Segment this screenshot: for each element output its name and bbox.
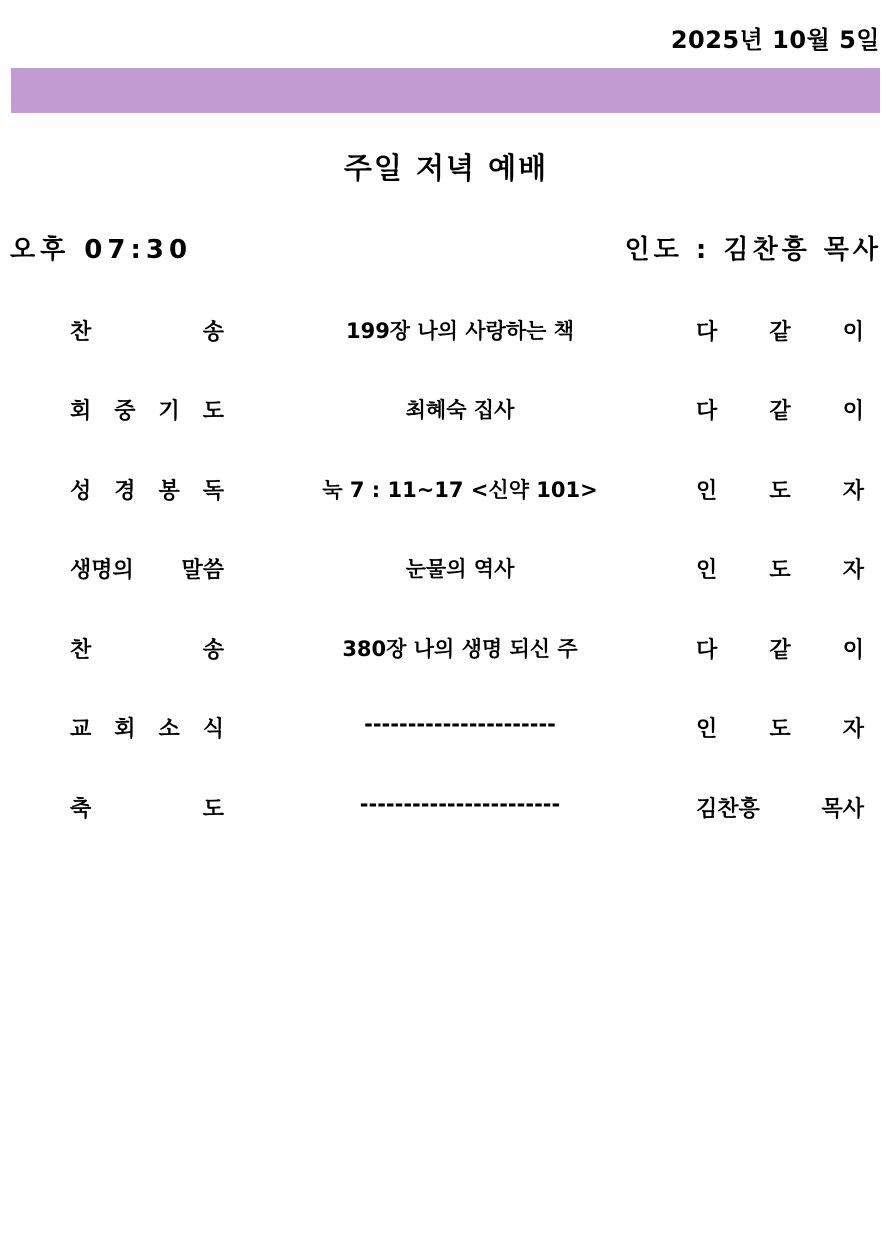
- order-part: 교 회 소 식: [70, 717, 224, 742]
- order-row-announcements: [0, 706, 892, 746]
- order-person: 다 같 이: [696, 638, 864, 663]
- order-content: ----------------------: [364, 712, 556, 736]
- order-content: 눅 7 : 11~17 <신약 101>: [322, 478, 598, 502]
- order-row-scripture: [0, 468, 892, 508]
- order-row-hymn-2: [0, 627, 892, 667]
- order-content: 최혜숙 집사: [405, 398, 515, 422]
- order-person: 인 도 자: [696, 479, 864, 504]
- order-person: 다 같 이: [696, 320, 864, 345]
- service-leader: 인도 : 김찬흥 목사: [624, 235, 882, 265]
- order-part: 축 도: [70, 797, 224, 822]
- order-row-sermon: [0, 547, 892, 587]
- order-part: 성 경 봉 독: [70, 479, 224, 504]
- order-part: 찬 송: [70, 320, 224, 345]
- order-row-prayer: [0, 388, 892, 428]
- order-person: 다 같 이: [696, 399, 864, 424]
- order-content: 380장 나의 생명 되신 주: [342, 637, 578, 661]
- order-content: 199장 나의 사랑하는 책: [345, 319, 575, 343]
- order-row-hymn-1: [0, 309, 892, 349]
- order-person: 인 도 자: [696, 558, 864, 583]
- order-part: 회 중 기 도: [70, 399, 224, 424]
- order-part: 생명의 말씀: [70, 558, 224, 583]
- service-date: 2025년 10월 5일: [670, 26, 880, 54]
- order-content: 눈물의 역사: [405, 557, 515, 581]
- order-person: 김찬흥 목사: [696, 797, 864, 822]
- order-content: -----------------------: [359, 792, 561, 816]
- header-banner: [11, 68, 880, 113]
- order-row-benediction: [0, 786, 892, 826]
- order-part: 찬 송: [70, 638, 224, 663]
- order-person: 인 도 자: [696, 717, 864, 742]
- service-time: 오후 07:30: [10, 235, 193, 265]
- service-title: 주일 저녁 예배: [343, 151, 549, 185]
